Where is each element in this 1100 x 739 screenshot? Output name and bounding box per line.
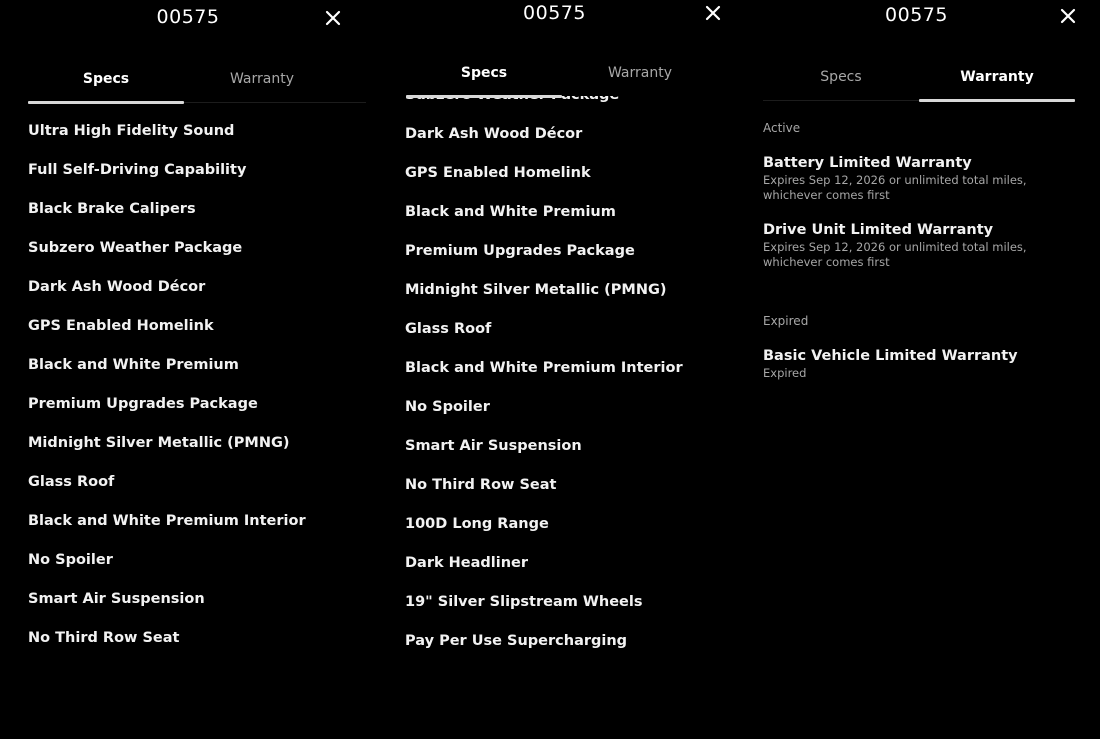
spec-item: No Spoiler (28, 552, 113, 568)
spec-item: Smart Air Suspension (28, 591, 205, 607)
vehicle-title: 00575 (156, 6, 220, 28)
warranty-title: Basic Vehicle Limited Warranty (763, 348, 1018, 364)
section-label: Active (763, 121, 801, 135)
spec-item: 19" Silver Slipstream Wheels (405, 594, 643, 610)
close-icon (1060, 8, 1076, 24)
tab-warranty[interactable]: Warranty (229, 71, 295, 87)
specs-list (405, 76, 725, 661)
spec-item: Ultra High Fidelity Sound (28, 123, 235, 139)
tab-bar (406, 56, 673, 96)
tab-warranty[interactable]: Warranty (919, 60, 1075, 100)
spec-item: Glass Roof (28, 474, 115, 490)
tab-warranty[interactable]: Warranty (607, 65, 673, 81)
section-label: Expired (763, 314, 809, 328)
spec-item: Smart Air Suspension (405, 438, 582, 454)
spec-item: Black and White Premium Interior (28, 513, 306, 529)
warranty-description: Expires Sep 12, 2026 or unlimited total miles, whichever comes first (763, 240, 1027, 269)
specs-list (28, 112, 368, 658)
spec-item: No Third Row Seat (28, 630, 180, 646)
close-icon (325, 10, 341, 26)
spec-item: Midnight Silver Metallic (PMNG) (405, 282, 667, 298)
spec-item: Pay Per Use Supercharging (405, 633, 628, 649)
specs-panel-scrolled-top (0, 0, 376, 739)
tab-specs[interactable]: Specs (406, 56, 562, 96)
spec-item: Premium Upgrades Package (28, 396, 258, 412)
vehicle-title: 00575 (885, 4, 948, 26)
spec-item: Midnight Silver Metallic (PMNG) (28, 435, 290, 451)
expired-warranties (763, 314, 1082, 381)
spec-item: Premium Upgrades Package (405, 243, 635, 259)
warranty-panel (733, 0, 1100, 739)
warranty-item (763, 155, 1082, 203)
warranty-description: Expires Sep 12, 2026 or unlimited total miles, whichever comes first (763, 173, 1027, 202)
spec-item: 100D Long Range (405, 516, 549, 532)
spec-item: Black and White Premium Interior (405, 360, 683, 376)
close-button[interactable] (1060, 8, 1076, 24)
warranty-title: Battery Limited Warranty (763, 155, 972, 171)
spec-item: GPS Enabled Homelink (405, 165, 591, 181)
tab-specs[interactable]: Specs (28, 62, 184, 102)
warranty-item (763, 348, 1082, 381)
specs-panel-scrolled (376, 0, 733, 739)
tab-specs[interactable]: Specs (820, 69, 862, 85)
spec-item: Dark Ash Wood Décor (405, 126, 583, 142)
tab-bar (763, 60, 1075, 101)
spec-item: Dark Headliner (405, 555, 529, 571)
spec-item: Subzero Weather Package (28, 240, 243, 256)
close-button[interactable] (325, 10, 341, 26)
warranty-title: Drive Unit Limited Warranty (763, 222, 994, 238)
active-warranties (763, 121, 1082, 270)
spec-item: Glass Roof (405, 321, 492, 337)
close-icon (705, 5, 721, 21)
spec-item: Black and White Premium (28, 357, 239, 373)
close-button[interactable] (705, 5, 721, 21)
spec-item: Black Brake Calipers (28, 201, 196, 217)
spec-item: No Third Row Seat (405, 477, 557, 493)
spec-item: GPS Enabled Homelink (28, 318, 214, 334)
spec-item: Black and White Premium (405, 204, 616, 220)
warranty-description: Expired (763, 366, 807, 380)
tab-bar (28, 62, 366, 103)
spec-item: Full Self-Driving Capability (28, 162, 247, 178)
spec-item: Dark Ash Wood Décor (28, 279, 206, 295)
vehicle-title: 00575 (523, 2, 586, 24)
spec-item: No Spoiler (405, 399, 490, 415)
warranty-item (763, 222, 1082, 270)
